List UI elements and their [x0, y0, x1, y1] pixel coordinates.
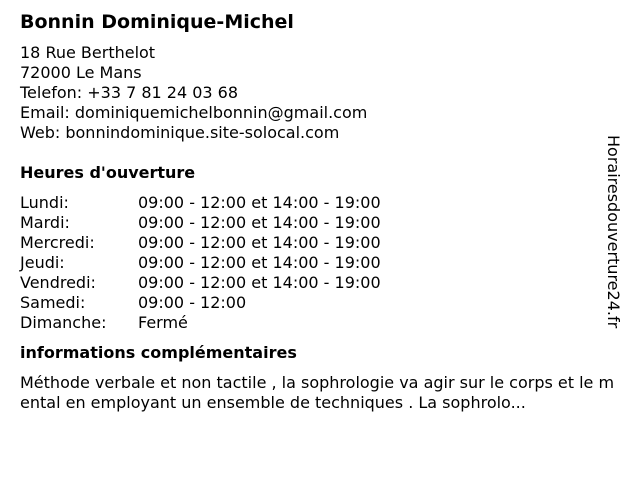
day-hours: 09:00 - 12:00 et 14:00 - 19:00 [138, 273, 381, 292]
day-label: Mardi: [20, 213, 70, 232]
day-label: Dimanche: [20, 313, 107, 332]
hours-row-tuesday [20, 213, 620, 233]
day-hours: 09:00 - 12:00 et 14:00 - 19:00 [138, 233, 381, 252]
address-street: 18 Rue Berthelot [20, 43, 156, 62]
email-line: Email: dominiquemichelbonnin@gmail.com [20, 103, 368, 122]
business-card [20, 9, 620, 413]
day-label: Samedi: [20, 293, 86, 312]
hours-row-saturday [20, 293, 620, 313]
day-hours: 09:00 - 12:00 [138, 293, 247, 312]
day-hours: 09:00 - 12:00 et 14:00 - 19:00 [138, 213, 381, 232]
business-name: Bonnin Dominique-Michel [20, 11, 294, 33]
day-hours: Fermé [138, 313, 188, 332]
day-label: Vendredi: [20, 273, 96, 292]
day-label: Lundi: [20, 193, 69, 212]
hours-row-thursday [20, 253, 620, 273]
additional-info-heading: informations complémentaires [20, 343, 297, 362]
hours-row-wednesday [20, 233, 620, 253]
hours-row-friday [20, 273, 620, 293]
website-line: Web: bonnindominique.site-solocal.com [20, 123, 340, 142]
day-label: Jeudi: [20, 253, 65, 272]
additional-info-text: Méthode verbale et non tactile , la sophrologie va agir sur le corps et le mental en employant un ensemble de techniques . La sophrolo... [20, 373, 615, 412]
day-hours: 09:00 - 12:00 et 14:00 - 19:00 [138, 193, 381, 212]
hours-row-monday [20, 193, 620, 213]
day-label: Mercredi: [20, 233, 95, 252]
hours-row-sunday [20, 313, 620, 333]
address-city: 72000 Le Mans [20, 63, 142, 82]
phone-line: Telefon: +33 7 81 24 03 68 [20, 83, 239, 102]
day-hours: 09:00 - 12:00 et 14:00 - 19:00 [138, 253, 381, 272]
opening-hours-heading: Heures d'ouverture [20, 163, 196, 182]
opening-hours-table [20, 193, 620, 333]
site-watermark: Horairesdouverture24.fr [604, 135, 623, 329]
